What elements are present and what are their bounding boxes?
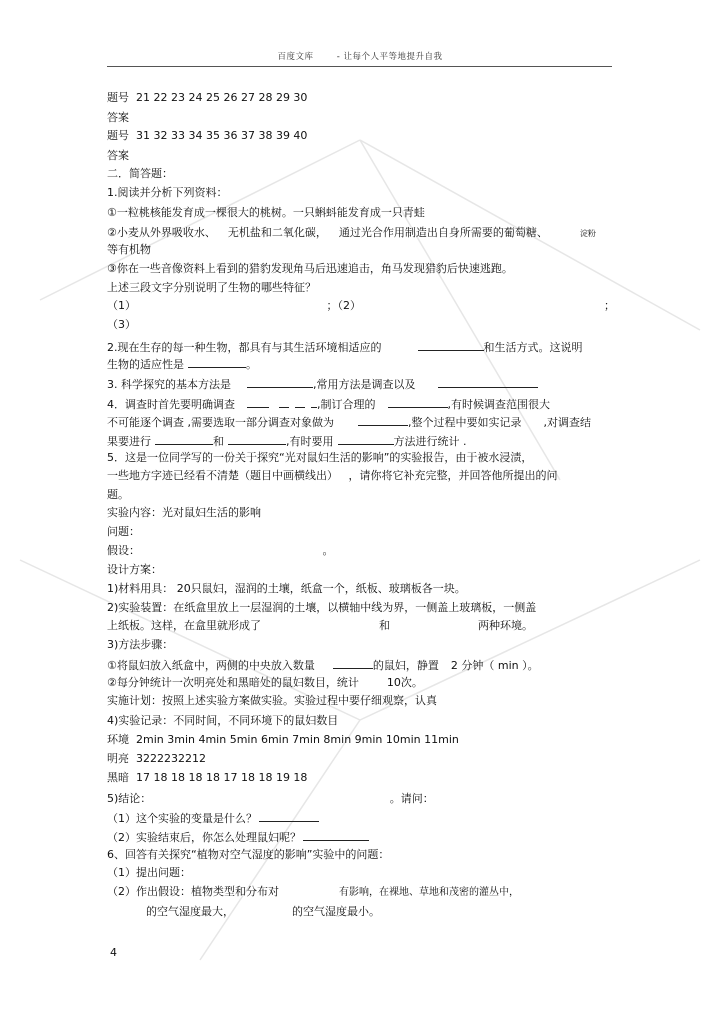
- text-segment: 5)结论：: [107, 792, 146, 805]
- answer-blank[interactable]: [438, 376, 538, 388]
- answer-blank[interactable]: [247, 376, 313, 388]
- text-line: [107, 619, 533, 633]
- text-segment: 。请问：: [389, 792, 434, 805]
- text-line: 1)材料用具： 20只鼠妇，湿润的土壤，纸盒一个，纸板、玻璃板各一块。: [107, 582, 466, 595]
- text-line: [107, 299, 361, 313]
- text-segment: 方法进行统计 .: [393, 435, 467, 448]
- answer-blank[interactable]: [228, 433, 286, 445]
- text-line: 问题：: [107, 525, 140, 538]
- page-header: [0, 50, 720, 62]
- text-segment: 的鼠妇，静置: [372, 659, 439, 672]
- text-segment: 果要进行: [107, 435, 151, 448]
- text-segment: ,有时要用: [286, 435, 334, 448]
- text-line: ③你在一些音像资料上看到的猎豹发现角马后迅速追击，角马发现猎豹后快速逃跑。: [107, 262, 513, 275]
- text-line: [107, 226, 596, 241]
- text-segment: （2）作出假设：植物类型和分布对: [107, 885, 279, 898]
- text-line: 答案: [107, 149, 129, 162]
- text-line: [107, 829, 369, 845]
- text-line: [107, 676, 423, 690]
- answer-blank[interactable]: [303, 829, 369, 841]
- answer-blank[interactable]: [259, 810, 319, 822]
- text-segment: 无机盐和二氧化碳，: [227, 226, 327, 239]
- header-slogan: - 让每个人平等地提升自我: [336, 52, 443, 62]
- text-segment: 假设：: [107, 544, 135, 557]
- text-segment: 。: [246, 358, 257, 371]
- text-line: [107, 356, 257, 372]
- text-segment: 的空气湿度最小。: [292, 905, 380, 918]
- text-line: [107, 885, 519, 900]
- text-segment: ②小麦从外界吸收水、: [107, 226, 216, 239]
- text-segment: ,制订合理的: [317, 398, 376, 411]
- answer-blank[interactable]: [333, 657, 373, 669]
- text-line: 1.阅读并分析下列资料：: [107, 186, 228, 199]
- text-segment: ,对调查结: [543, 416, 591, 429]
- text-segment: 4．调查时首先要明确调查: [107, 398, 235, 411]
- answer-blank[interactable]: [247, 396, 269, 408]
- text-segment: 通过光合作用制造出自身所需要的葡萄糖、: [338, 226, 548, 239]
- text-segment: 。: [322, 544, 334, 557]
- header-rule: [107, 66, 612, 67]
- text-segment: ，请你将它补充完整，并回答他所提出的问: [348, 469, 558, 482]
- text-segment: ；（2）: [326, 299, 361, 312]
- text-line: [107, 414, 591, 430]
- text-line: 6、回答有关探究“植物对空气湿度的影响”实验中的问题：: [107, 848, 390, 861]
- text-segment: 生物的适应性是: [107, 358, 184, 371]
- answer-blank[interactable]: [418, 339, 484, 351]
- answer-blank[interactable]: [338, 433, 394, 445]
- text-segment: 的空气湿度最大，: [146, 905, 234, 918]
- text-line: 环境 2min 3min 4min 5min 6min 7min 8min 9min 10min 11min: [107, 733, 459, 746]
- text-line: 题号 31 32 33 34 35 36 37 38 39 40: [107, 129, 308, 142]
- answer-blank[interactable]: [388, 396, 448, 408]
- text-segment: （1）: [107, 299, 131, 312]
- text-segment: ,整个过程中要如实记录: [408, 416, 522, 429]
- text-line: 题号 21 22 23 24 25 26 27 28 29 30: [107, 91, 308, 104]
- text-line: 4)实验记录：不同时间，不同环境下的鼠妇数目: [107, 714, 339, 727]
- text-segment: ①将鼠妇放入纸盒中，两侧的中央放入数量: [107, 659, 315, 672]
- header-site: 百度文库: [277, 52, 314, 62]
- text-line: [107, 657, 539, 673]
- text-segment: 2 分钟（ min ）。: [450, 659, 539, 672]
- text-segment: 和生活方式。这说明: [483, 341, 583, 354]
- text-line: [107, 339, 583, 355]
- text-segment: 和: [213, 435, 224, 448]
- text-segment: 2.现在生存的每一种生物，都具有与其生活环境相适应的: [107, 341, 382, 354]
- text-segment: ；: [604, 299, 615, 312]
- text-segment: 3. 科学探究的基本方法是: [107, 378, 231, 391]
- page-number: 4: [110, 946, 117, 959]
- text-line: 设计方案：: [107, 563, 162, 576]
- text-segment: （2）实验结束后，你怎么处理鼠妇呢？: [107, 831, 301, 844]
- text-line: 等有机物: [107, 243, 151, 256]
- text-segment: ,有时候调查范围很大: [447, 398, 550, 411]
- answer-blank[interactable]: [358, 414, 408, 426]
- answer-blank[interactable]: [295, 396, 305, 408]
- text-line: （3）: [107, 318, 136, 331]
- text-line: [107, 376, 538, 392]
- answer-blank[interactable]: [279, 396, 289, 408]
- text-line: 实施计划：按照上述实验方案做实验。实验过程中要仔细观察，认真: [107, 694, 437, 707]
- text-line: 3)方法步骤：: [107, 638, 174, 651]
- text-segment: 两种环境。: [478, 619, 533, 632]
- text-line: 5．这是一位同学写的一份关于探究“光对鼠妇生活的影响”的实验报告，由于被水浸渍，: [107, 451, 533, 464]
- text-line: ①一粒桃核能发育成一棵很大的桃树。一只蝌蚪能发育成一只青蛙: [107, 206, 425, 219]
- text-line: 实验内容：光对鼠妇生活的影响: [107, 506, 261, 519]
- text-line: [146, 905, 380, 919]
- answer-blank[interactable]: [188, 356, 246, 368]
- text-line: [107, 433, 467, 449]
- text-segment: 一些地方字迹已经看不清楚（题目中画横线出）: [107, 469, 333, 482]
- text-line: [107, 810, 319, 826]
- text-line: 明亮 3222232212: [107, 752, 206, 765]
- text-line: [107, 792, 434, 806]
- text-line: [107, 396, 550, 412]
- text-line: 黑暗 17 18 18 18 18 17 18 18 19 18: [107, 771, 308, 784]
- section-heading: 二．简答题：: [107, 167, 173, 180]
- text-segment: 上纸板。这样，在盒里就形成了: [107, 619, 261, 632]
- text-line: [107, 469, 558, 483]
- text-segment: 有影响，在裸地、草地和茂密的灌丛中，: [339, 887, 519, 898]
- text-segment: （1）这个实验的变量是什么？: [107, 812, 257, 825]
- text-line: 题。: [107, 488, 129, 501]
- text-line: [107, 544, 334, 558]
- text-segment: 淀粉: [579, 229, 596, 238]
- text-segment: ,常用方法是调查以及: [313, 378, 416, 391]
- text-segment: ②每分钟统计一次明亮处和黑暗处的鼠妇数目，统计: [107, 676, 359, 689]
- text-segment: 10次。: [386, 676, 423, 689]
- text-line: 上述三段文字分别说明了生物的哪些特征？: [107, 281, 316, 294]
- text-segment: 和: [379, 619, 390, 632]
- text-line: 答案: [107, 111, 129, 124]
- text-line: （1）提出问题：: [107, 866, 191, 879]
- answer-blank[interactable]: [155, 433, 213, 445]
- text-segment: 不可能逐个调查 ,需要选取一部分调查对象做为: [107, 416, 334, 429]
- text-line: 2)实验装置：在纸盒里放上一层湿润的土壤，以横轴中线为界，一侧盖上玻璃板，一侧盖: [107, 601, 537, 614]
